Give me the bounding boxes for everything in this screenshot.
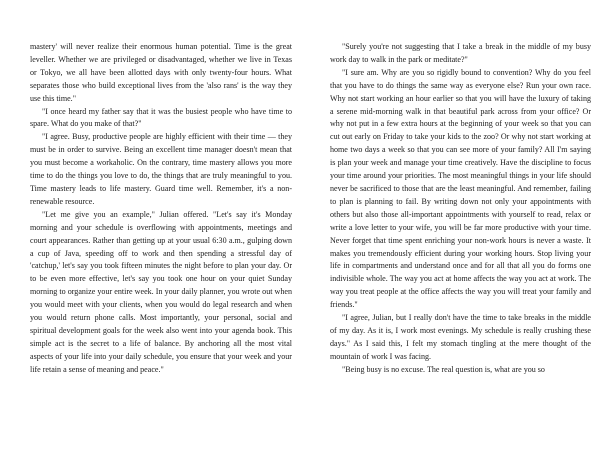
paragraph: "I agree. Busy, productive people are highly efficient with their time — they must be in order to survive. Being an excellent time manager doesn't mean that you must become a workaholic. On the contrary, time mastery allows you more time to do the things you love to do, the things that are truly meaningful to you. Time mastery leads to life mastery. Guard time well. Remember, it's a non-renewable resource. — [30, 132, 292, 206]
paragraph: mastery' will never realize their enormous human potential. Time is the great leveller. Whether we are privileged or disadvantaged, whether we live in Texas or Tokyo, we all have been allotted days with only twenty-four hours. What separates those who build exceptional lives from the 'also rans' is the way they use this time." — [30, 42, 292, 103]
paragraph: "I agree, Julian, but I really don't have the time to take breaks in the middle of my day. As it is, I work most evenings. My schedule is really crushing these days." As I said this, I felt my stomach tingling at the mere thought of the mountain of work I was facing. — [330, 313, 591, 361]
paragraph: "Let me give you an example," Julian offered. "Let's say it's Monday morning and your schedule is overflowing with appointments, meetings and court appearances. Rather than getting up at your usual 6:30 a.m., gulping down a cup of Java, speeding off to work and then spending a stressful day of 'catchup,' let's say you took fifteen minutes the night before to plan your day. Or to be even more effective, let's say you took one hour on your quiet Sunday morning to organize your entire week. In your daily planner, you wrote out when you would meet with your clients, when you would do legal research and when you would return phone calls. Most importantly, your personal, social and spiritual development goals for the week also went into your agenda book. This simple act is the secret to a life of balance. By anchoring all the most vital aspects of your life into your daily schedule, you ensure that your week and your life retain a sense of meaning and peace." — [30, 209, 292, 374]
paragraph: "I sure am. Why are you so rigidly bound to convention? Why do you feel that you have to do things the same way as everyone else? Run your own race. Why not start working an hour earlier so that you will have the luxury of taking a serene mid-morning walk in that beautiful park across from your office? Or why not put in a few extra hours at the beginning of your week so that you can cut out early on Friday to take your kids to the zoo? Or why not start working at home two days a week so that you can see more of your family? All I'm saying is plan your week and manage your time creatively. Have the discipline to focus your time around your priorities. The most meaningful things in your life should never be sacrificed to those that are the least meaningful. And remember, failing to plan is planning to fail. By writing down not only your appointments with others but also those all-important appointments with yourself to read, relax or write a love letter to your wife, you will be far more productive with your time. Never forget that time spent enriching your non-work hours is never a waste. It makes you tremendously efficient during your working hours. Stop living your life in compartments and understand once and for all that all you do forms one indivisible whole. The way you act at home affects the way you act at work. The way you treat people at the office affects the way you will treat your family and friends." — [330, 67, 591, 310]
paragraph: "I once heard my father say that it was the busiest people who have time to spare. What do you make of that?" — [30, 106, 292, 129]
paragraph: "Surely you're not suggesting that I take a break in the middle of my busy work day to walk in the park or meditate?" — [330, 42, 591, 64]
right-page — [330, 41, 591, 377]
left-page — [30, 41, 292, 377]
paragraph: "Being busy is no excuse. The real question is, what are you so — [342, 364, 545, 374]
